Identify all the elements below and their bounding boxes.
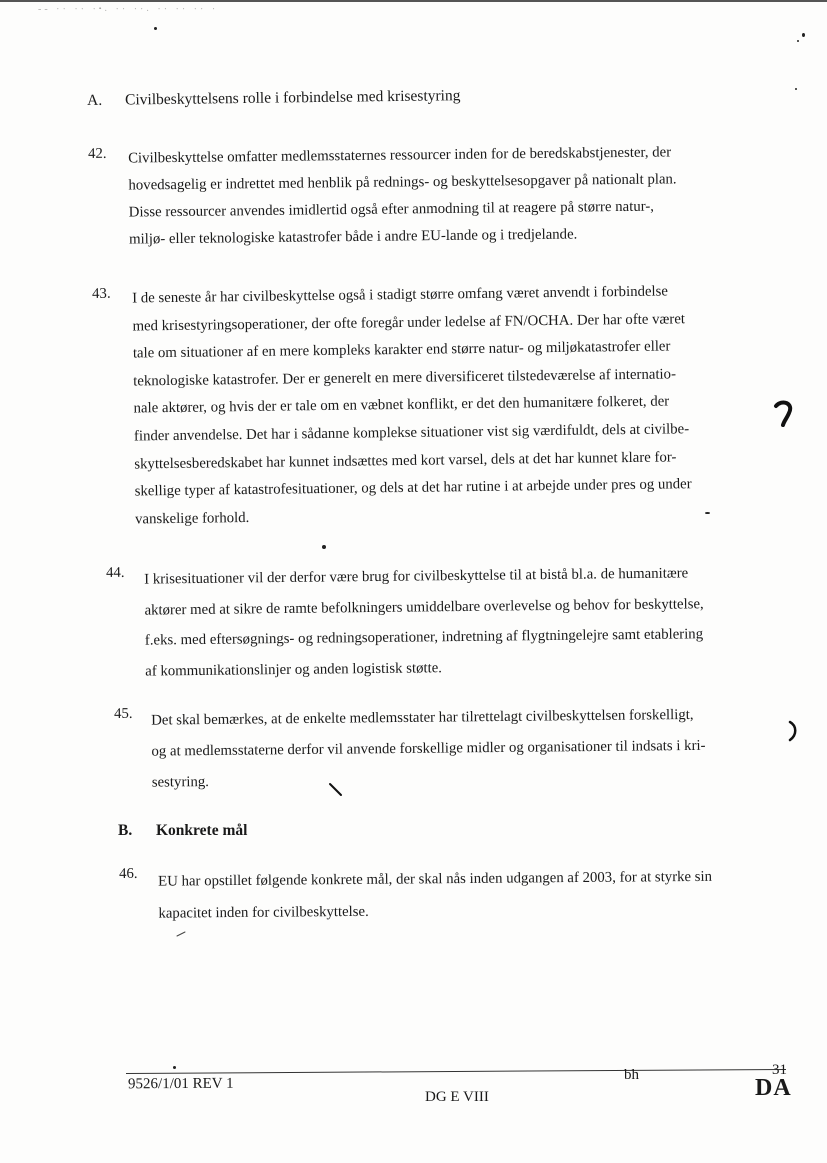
department-code: DG E VIII	[425, 1089, 489, 1105]
language-code: DA	[755, 1075, 792, 1101]
paragraph-line: Det skal bemærkes, at de enkelte medlemsstater har tilrettelagt civilbeskyttelsen forskelligt,	[151, 706, 694, 729]
paragraph-line: nale aktører, og hvis der er tale om en væbnet konflikt, er det den humanitære folkeret, der	[133, 393, 670, 417]
paragraph-number: 44.	[106, 564, 125, 581]
paragraph-line: Civilbeskyttelse omfatter medlemsstaternes ressourcer inden for de beredskabstjenester, der	[128, 144, 672, 167]
paragraph-line: aktører med at sikre de ramte befolkningers umiddelbare overlevelse og behov for beskyttelse,	[144, 595, 704, 619]
scan-speck	[322, 545, 326, 549]
scan-speck	[705, 512, 710, 514]
paragraph-number: 43.	[92, 285, 111, 302]
paragraph-line: sestyring.	[151, 774, 210, 791]
page-number: 31	[772, 1062, 787, 1078]
paragraph-line: med krisestyringsoperationer, der ofte foregår under ledelse af FN/OCHA. Der har ofte været	[132, 310, 686, 335]
scan-speck	[802, 33, 805, 37]
paragraph-line: hovedsagelig er indrettet med henblik på rednings- og beskyttelsesopgaver på nationalt plan.	[128, 171, 677, 194]
paragraph-line: skellige typer af katastrofesituationer, og dels at det har rutine i at arbejde under pres og under	[134, 476, 692, 500]
paragraph-line: f.eks. med eftersøgnings- og redningsoperationer, indretning af flygtningelejre samt etablering	[144, 626, 704, 649]
paragraph-line: og at medlemsstaterne derfor vil anvende forskellige midler og organisationer til indsats i kri-	[151, 737, 706, 760]
margin-bracket-mark	[772, 400, 796, 428]
paragraph-line: teknologiske katastrofer. Der er generelt en mere diversificeret tilstedeværelse af internatio-	[133, 366, 677, 390]
paragraph-number: 42.	[88, 145, 107, 162]
document-reference: 9526/1/01 REV 1	[127, 1075, 234, 1093]
paragraph-line: miljø- eller teknologiske katastrofer både i andre EU-lande og i tredjelande.	[128, 226, 578, 248]
paragraph-line: finder anvendelse. Det har i sådanne komplekse situationer vist sig værdifuldt, dels at civilbe-	[133, 421, 690, 445]
scan-speck	[173, 1066, 176, 1069]
paragraph-number: 46.	[119, 865, 138, 882]
author-initials: bh	[624, 1067, 639, 1083]
paragraph-line: af kommunikationslinjer og anden logistisk støtte.	[145, 659, 443, 680]
paragraph-line: I krisesituationer vil der derfor være brug for civilbeskyttelse til at bistå bl.a. de humanitære	[144, 565, 689, 588]
pen-stroke-mark	[176, 930, 188, 938]
section-a-letter: A.	[87, 91, 103, 109]
scan-speck	[795, 88, 797, 90]
section-a-title: Civilbeskyttelsens rolle i forbindelse med krisestyring	[124, 87, 461, 109]
paragraph-line: EU har opstillet følgende konkrete mål, der skal nås inden udgangen af 2003, for at styrke sin	[158, 868, 713, 890]
paragraph-line: Disse ressourcer anvendes imidlertid også efter anmodning til at reagere på større natur-,	[128, 198, 655, 221]
paragraph-line: I de seneste år har civilbeskyttelse også i stadigt større omfang været anvendt i forbindelse	[132, 283, 669, 307]
fax-transmission-header: -- ·· ·· ·ᵃ. ·· ··. ·· ·· ·· ·	[38, 6, 219, 13]
paragraph-number: 45.	[114, 705, 133, 722]
page-top-border	[0, 0, 827, 2]
paragraph-line: kapacitet inden for civilbeskyttelse.	[158, 903, 369, 922]
pen-tick-mark	[328, 782, 344, 798]
paragraph-line: skyttelsesberedskabet har kunnet indsættes med kort varsel, dels at det har kunnet klare for-	[134, 448, 677, 473]
footer-rule	[126, 1069, 786, 1074]
section-b-title: Konkrete mål	[156, 822, 248, 839]
paragraph-line: vanskelige forhold.	[134, 509, 250, 528]
paragraph-line: tale om situationer af en mere kompleks karakter end større natur- og miljøkatastrofer eller	[132, 338, 671, 362]
scan-speck	[797, 40, 799, 42]
scan-speck	[154, 27, 157, 30]
margin-bracket-mark	[786, 720, 800, 742]
section-b-letter: B.	[118, 822, 133, 839]
